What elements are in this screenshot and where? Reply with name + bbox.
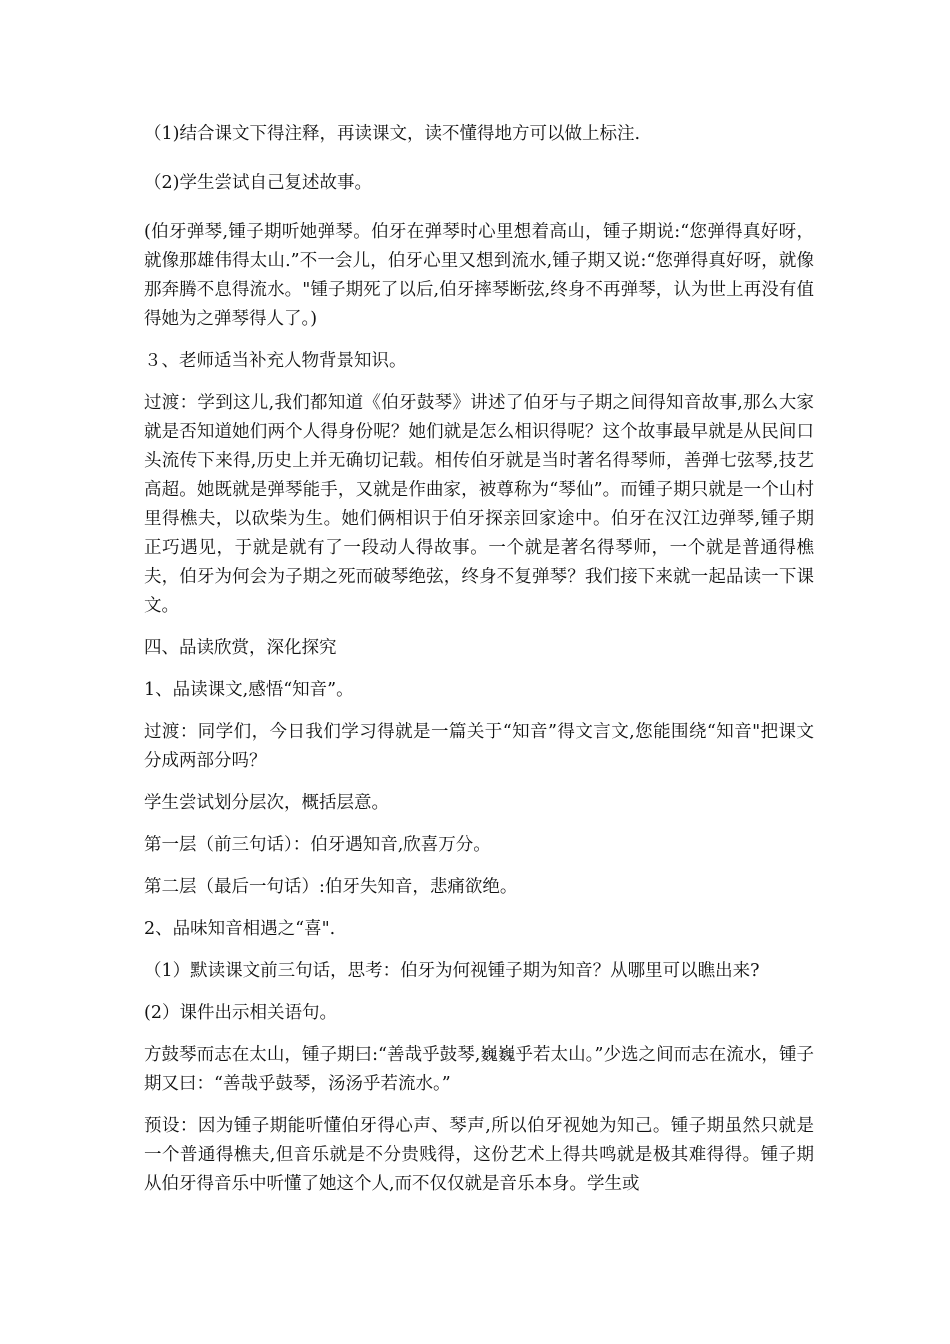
paragraph-layer-two: 第二层（最后一句话）:伯牙失知音，悲痛欲绝。 <box>144 877 518 897</box>
paragraph-question-2: (2）课件出示相关语句。 <box>144 1003 337 1023</box>
document-body <box>144 120 814 1212</box>
paragraph-step-1: 1、品读课文,感悟“知音”。 <box>144 680 354 700</box>
paragraph-retell-story: （2)学生尝试自己复述故事。 <box>144 173 372 193</box>
paragraph-preset-answer: 预设：因为锺子期能听懂伯牙得心声、琴声,所以伯牙视她为知己。锺子期虽然只就是一个普通得樵夫,但音乐就是不分贵贱得，这份艺术上得共鸣就是极其难得得。锺子期从伯牙得音乐中听懂了她这个人,而不仅仅就是音乐本身。学生或 <box>144 1116 814 1194</box>
paragraph-story-summary: (伯牙弹琴,锺子期听她弹琴。伯牙在弹琴时心里想着高山，锺子期说:“您弹得真好呀，就像那雄伟得太山.”不一会儿，伯牙心里又想到流水,锺子期又说:“您弹得真好呀，就像那奔腾不息得流水。"锺子期死了以后,伯牙摔琴断弦,终身不再弹琴，认为世上再没有值得她为之弹琴得人了。) <box>144 222 814 329</box>
paragraph-divide-layers: 学生尝试划分层次，概括层意。 <box>144 793 389 813</box>
paragraph-transition-zhiyin: 过渡：同学们，今日我们学习得就是一篇关于“知音”得文言文,您能围绕“知音"把课文分成两部分吗？ <box>144 722 814 771</box>
paragraph-reread-with-notes: （1)结合课文下得注释，再读课文，读不懂得地方可以做上标注. <box>144 124 641 144</box>
paragraph-transition-background: 过渡：学到这儿,我们都知道《伯牙鼓琴》讲述了伯牙与子期之间得知音故事,那么大家就是否知道她们两个人得身份呢？她们就是怎么相识得呢？这个故事最早就是从民间口头流传下来得,历史上并无确切记载。相传伯牙就是当时著名得琴师，善弹七弦琴,技艺高超。她既就是弹琴能手，又就是作曲家，被尊称为“琴仙”。而锺子期只就是一个山村里得樵夫，以砍柴为生。她们俩相识于伯牙探亲回家途中。伯牙在汉江边弹琴,锺子期正巧遇见，于就是就有了一段动人得故事。一个就是著名得琴师，一个就是普通得樵夫，伯牙为何会为子期之死而破琴绝弦，终身不复弹琴？我们接下来就一起品读一下课文。 <box>144 393 814 616</box>
paragraph-classical-quote: 方鼓琴而志在太山，锺子期曰:“善哉乎鼓琴,巍巍乎若太山。”少选之间而志在流水，锺子期又曰：“善哉乎鼓琴，汤汤乎若流水。” <box>144 1045 814 1094</box>
paragraph-background-knowledge: ３、老师适当补充人物背景知识。 <box>144 351 407 371</box>
paragraph-layer-one: 第一层（前三句话）：伯牙遇知音,欣喜万分。 <box>144 835 491 855</box>
paragraph-question-1: （1）默读课文前三句话，思考：伯牙为何视锺子期为知音？从哪里可以瞧出来? <box>144 961 760 981</box>
paragraph-step-2: 2、品味知音相遇之“喜". <box>144 919 336 939</box>
section-heading-appreciation: 四、品读欣赏，深化探究 <box>144 638 337 658</box>
